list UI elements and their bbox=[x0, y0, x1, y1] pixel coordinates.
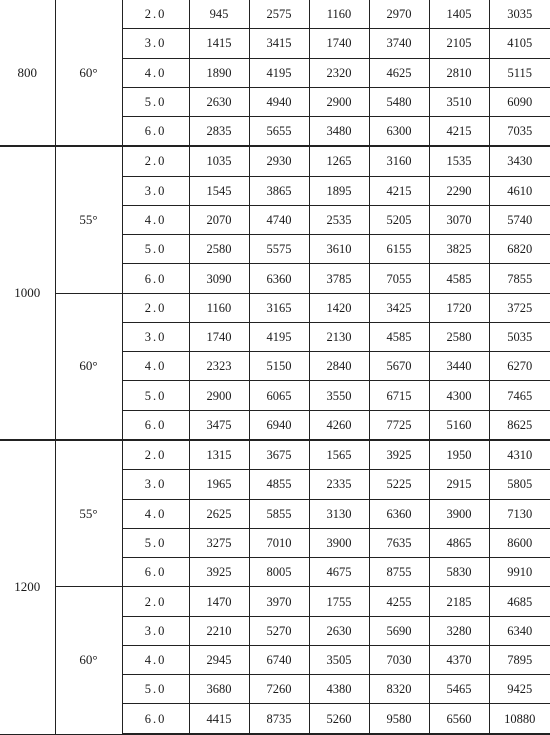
value-cell: 6715 bbox=[369, 381, 429, 410]
value-cell: 4675 bbox=[309, 558, 369, 587]
value-cell: 3725 bbox=[489, 293, 550, 322]
value-cell: 2105 bbox=[429, 29, 489, 58]
value-cell: 4260 bbox=[309, 410, 369, 440]
value-cell: 4865 bbox=[429, 528, 489, 557]
value-cell: 3550 bbox=[309, 381, 369, 410]
value-cell: 2630 bbox=[189, 87, 249, 116]
value-cell: 2630 bbox=[309, 616, 369, 645]
value-cell: 6820 bbox=[489, 235, 550, 264]
value-cell: 1160 bbox=[309, 0, 369, 29]
value-cell: 3165 bbox=[249, 293, 309, 322]
width-cell: 1200 bbox=[0, 440, 55, 734]
ratio-cell: 5.0 bbox=[122, 528, 189, 557]
ratio-cell: 5.0 bbox=[122, 235, 189, 264]
value-cell: 7725 bbox=[369, 410, 429, 440]
value-cell: 2130 bbox=[309, 322, 369, 351]
value-cell: 5805 bbox=[489, 470, 550, 499]
value-cell: 4195 bbox=[249, 58, 309, 87]
value-cell: 3275 bbox=[189, 528, 249, 557]
value-cell: 1420 bbox=[309, 293, 369, 322]
value-cell: 3900 bbox=[309, 528, 369, 557]
value-cell: 2580 bbox=[189, 235, 249, 264]
value-cell: 5480 bbox=[369, 87, 429, 116]
value-cell: 5855 bbox=[249, 499, 309, 528]
ratio-cell: 2.0 bbox=[122, 0, 189, 29]
ratio-cell: 6.0 bbox=[122, 264, 189, 293]
value-cell: 5150 bbox=[249, 352, 309, 381]
table-row bbox=[0, 293, 550, 322]
value-cell: 1895 bbox=[309, 176, 369, 205]
value-cell: 4310 bbox=[489, 440, 550, 470]
value-cell: 3070 bbox=[429, 205, 489, 234]
value-cell: 3475 bbox=[189, 410, 249, 440]
value-cell: 4370 bbox=[429, 645, 489, 674]
value-cell: 6340 bbox=[489, 616, 550, 645]
value-cell: 5035 bbox=[489, 322, 550, 351]
value-cell: 3675 bbox=[249, 440, 309, 470]
value-cell: 6300 bbox=[369, 117, 429, 147]
value-cell: 5115 bbox=[489, 58, 550, 87]
value-cell: 7260 bbox=[249, 675, 309, 704]
value-cell: 1720 bbox=[429, 293, 489, 322]
value-cell: 6065 bbox=[249, 381, 309, 410]
angle-cell: 60° bbox=[55, 0, 122, 146]
value-cell: 945 bbox=[189, 0, 249, 29]
ratio-cell: 3.0 bbox=[122, 29, 189, 58]
ratio-cell: 6.0 bbox=[122, 117, 189, 147]
value-cell: 1755 bbox=[309, 587, 369, 616]
value-cell: 3425 bbox=[369, 293, 429, 322]
value-cell: 8625 bbox=[489, 410, 550, 440]
value-cell: 2900 bbox=[309, 87, 369, 116]
value-cell: 4255 bbox=[369, 587, 429, 616]
value-cell: 1035 bbox=[189, 146, 249, 176]
value-cell: 9910 bbox=[489, 558, 550, 587]
angle-cell: 55° bbox=[55, 440, 122, 587]
value-cell: 3900 bbox=[429, 499, 489, 528]
value-cell: 6740 bbox=[249, 645, 309, 674]
value-cell: 7635 bbox=[369, 528, 429, 557]
value-cell: 4300 bbox=[429, 381, 489, 410]
value-cell: 3925 bbox=[369, 440, 429, 470]
value-cell: 7130 bbox=[489, 499, 550, 528]
value-cell: 3865 bbox=[249, 176, 309, 205]
value-cell: 3610 bbox=[309, 235, 369, 264]
value-cell: 2580 bbox=[429, 322, 489, 351]
value-cell: 7465 bbox=[489, 381, 550, 410]
value-cell: 3785 bbox=[309, 264, 369, 293]
value-cell: 1740 bbox=[309, 29, 369, 58]
value-cell: 4585 bbox=[429, 264, 489, 293]
ratio-cell: 5.0 bbox=[122, 381, 189, 410]
value-cell: 5575 bbox=[249, 235, 309, 264]
ratio-cell: 4.0 bbox=[122, 499, 189, 528]
value-cell: 3740 bbox=[369, 29, 429, 58]
angle-cell: 60° bbox=[55, 293, 122, 440]
value-cell: 7055 bbox=[369, 264, 429, 293]
value-cell: 4195 bbox=[249, 322, 309, 351]
value-cell: 2335 bbox=[309, 470, 369, 499]
value-cell: 4380 bbox=[309, 675, 369, 704]
value-cell: 2915 bbox=[429, 470, 489, 499]
value-cell: 4740 bbox=[249, 205, 309, 234]
width-cell: 800 bbox=[0, 0, 55, 146]
value-cell: 2535 bbox=[309, 205, 369, 234]
ratio-cell: 2.0 bbox=[122, 146, 189, 176]
value-cell: 8600 bbox=[489, 528, 550, 557]
ratio-cell: 4.0 bbox=[122, 645, 189, 674]
value-cell: 6360 bbox=[369, 499, 429, 528]
value-cell: 5670 bbox=[369, 352, 429, 381]
value-cell: 4610 bbox=[489, 176, 550, 205]
value-cell: 3925 bbox=[189, 558, 249, 587]
value-cell: 5270 bbox=[249, 616, 309, 645]
value-cell: 4625 bbox=[369, 58, 429, 87]
ratio-cell: 4.0 bbox=[122, 58, 189, 87]
value-cell: 1565 bbox=[309, 440, 369, 470]
ratio-cell: 5.0 bbox=[122, 675, 189, 704]
value-cell: 3825 bbox=[429, 235, 489, 264]
value-cell: 9425 bbox=[489, 675, 550, 704]
value-cell: 1265 bbox=[309, 146, 369, 176]
value-cell: 4415 bbox=[189, 704, 249, 734]
value-cell: 5465 bbox=[429, 675, 489, 704]
angle-cell: 55° bbox=[55, 146, 122, 293]
value-cell: 1890 bbox=[189, 58, 249, 87]
value-cell: 5260 bbox=[309, 704, 369, 734]
value-cell: 5205 bbox=[369, 205, 429, 234]
value-cell: 1160 bbox=[189, 293, 249, 322]
value-cell: 3035 bbox=[489, 0, 550, 29]
value-cell: 2323 bbox=[189, 352, 249, 381]
value-cell: 4940 bbox=[249, 87, 309, 116]
ratio-cell: 4.0 bbox=[122, 352, 189, 381]
value-cell: 6090 bbox=[489, 87, 550, 116]
value-cell: 3160 bbox=[369, 146, 429, 176]
ratio-cell: 4.0 bbox=[122, 205, 189, 234]
value-cell: 8320 bbox=[369, 675, 429, 704]
value-cell: 1405 bbox=[429, 0, 489, 29]
value-cell: 6360 bbox=[249, 264, 309, 293]
value-cell: 2810 bbox=[429, 58, 489, 87]
value-cell: 2840 bbox=[309, 352, 369, 381]
value-cell: 1415 bbox=[189, 29, 249, 58]
value-cell: 5655 bbox=[249, 117, 309, 147]
value-cell: 2320 bbox=[309, 58, 369, 87]
ratio-cell: 3.0 bbox=[122, 616, 189, 645]
ratio-cell: 2.0 bbox=[122, 587, 189, 616]
value-cell: 3480 bbox=[309, 117, 369, 147]
value-cell: 8005 bbox=[249, 558, 309, 587]
value-cell: 8755 bbox=[369, 558, 429, 587]
value-cell: 4215 bbox=[369, 176, 429, 205]
value-cell: 2625 bbox=[189, 499, 249, 528]
table-row bbox=[0, 587, 550, 616]
value-cell: 3430 bbox=[489, 146, 550, 176]
value-cell: 7895 bbox=[489, 645, 550, 674]
value-cell: 9580 bbox=[369, 704, 429, 734]
value-cell: 1950 bbox=[429, 440, 489, 470]
value-cell: 3680 bbox=[189, 675, 249, 704]
value-cell: 5690 bbox=[369, 616, 429, 645]
value-cell: 3090 bbox=[189, 264, 249, 293]
value-cell: 2945 bbox=[189, 645, 249, 674]
value-cell: 2290 bbox=[429, 176, 489, 205]
table-row bbox=[0, 0, 550, 29]
ratio-cell: 6.0 bbox=[122, 704, 189, 734]
value-cell: 2930 bbox=[249, 146, 309, 176]
value-cell: 4215 bbox=[429, 117, 489, 147]
value-cell: 5740 bbox=[489, 205, 550, 234]
ratio-cell: 2.0 bbox=[122, 440, 189, 470]
value-cell: 4585 bbox=[369, 322, 429, 351]
value-cell: 10880 bbox=[489, 704, 550, 734]
value-cell: 4105 bbox=[489, 29, 550, 58]
table-row bbox=[0, 440, 550, 470]
value-cell: 7035 bbox=[489, 117, 550, 147]
value-cell: 1545 bbox=[189, 176, 249, 205]
value-cell: 3505 bbox=[309, 645, 369, 674]
value-cell: 1470 bbox=[189, 587, 249, 616]
value-cell: 3510 bbox=[429, 87, 489, 116]
value-cell: 6155 bbox=[369, 235, 429, 264]
value-cell: 1315 bbox=[189, 440, 249, 470]
value-cell: 1535 bbox=[429, 146, 489, 176]
value-cell: 6270 bbox=[489, 352, 550, 381]
value-cell: 3280 bbox=[429, 616, 489, 645]
value-cell: 2900 bbox=[189, 381, 249, 410]
ratio-cell: 3.0 bbox=[122, 176, 189, 205]
value-cell: 6560 bbox=[429, 704, 489, 734]
value-cell: 4855 bbox=[249, 470, 309, 499]
value-cell: 2210 bbox=[189, 616, 249, 645]
value-cell: 3415 bbox=[249, 29, 309, 58]
value-cell: 4685 bbox=[489, 587, 550, 616]
value-cell: 3130 bbox=[309, 499, 369, 528]
value-cell: 3970 bbox=[249, 587, 309, 616]
table-row bbox=[0, 146, 550, 176]
value-cell: 2070 bbox=[189, 205, 249, 234]
value-cell: 8735 bbox=[249, 704, 309, 734]
value-cell: 7010 bbox=[249, 528, 309, 557]
width-cell: 1000 bbox=[0, 146, 55, 440]
value-cell: 2185 bbox=[429, 587, 489, 616]
value-cell: 3440 bbox=[429, 352, 489, 381]
value-cell: 2835 bbox=[189, 117, 249, 147]
value-cell: 1965 bbox=[189, 470, 249, 499]
value-cell: 5225 bbox=[369, 470, 429, 499]
ratio-cell: 6.0 bbox=[122, 558, 189, 587]
value-cell: 1740 bbox=[189, 322, 249, 351]
ratio-cell: 3.0 bbox=[122, 470, 189, 499]
value-cell: 7855 bbox=[489, 264, 550, 293]
angle-cell: 60° bbox=[55, 587, 122, 734]
value-cell: 5830 bbox=[429, 558, 489, 587]
value-cell: 7030 bbox=[369, 645, 429, 674]
ratio-cell: 2.0 bbox=[122, 293, 189, 322]
value-cell: 5160 bbox=[429, 410, 489, 440]
ratio-cell: 5.0 bbox=[122, 87, 189, 116]
value-cell: 2970 bbox=[369, 0, 429, 29]
ratio-cell: 6.0 bbox=[122, 410, 189, 440]
value-cell: 2575 bbox=[249, 0, 309, 29]
value-cell: 6940 bbox=[249, 410, 309, 440]
ratio-cell: 3.0 bbox=[122, 322, 189, 351]
